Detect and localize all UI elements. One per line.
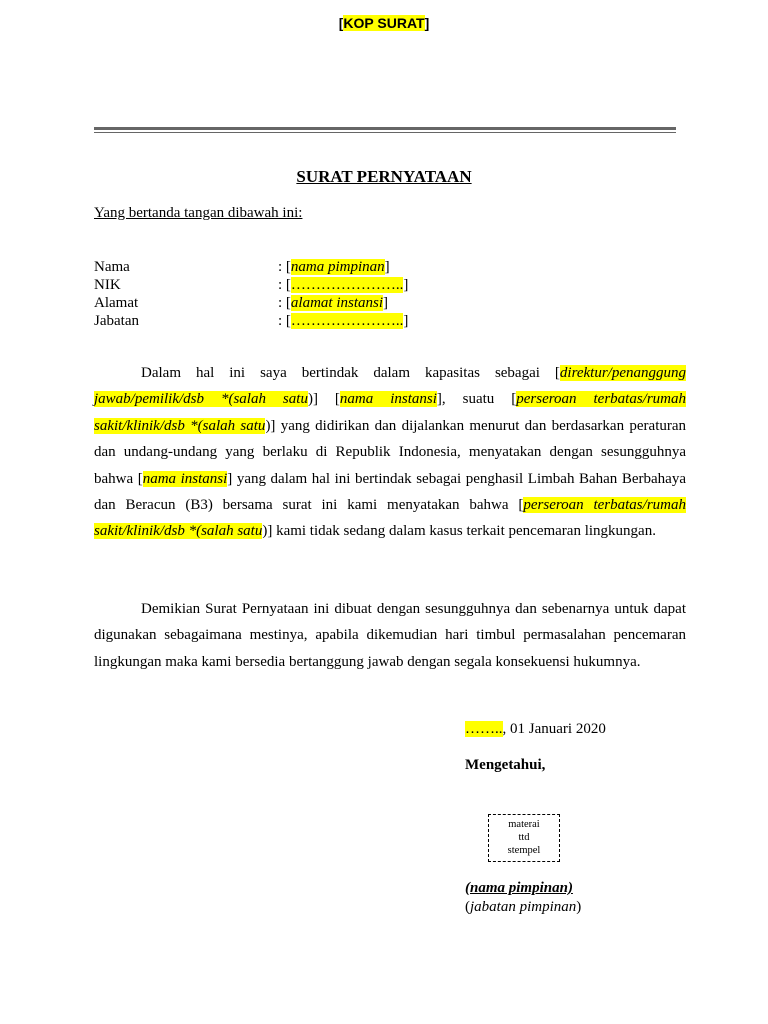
identity-fields <box>94 258 408 330</box>
document-title: SURAT PERNYATAAN <box>296 167 472 186</box>
paragraph-text: )] yang didirikan dan dijalankan menurut dan berdasarkan peraturan dan undang-undang yang berlaku di Republik Indonesia, menyatakan dengan sesungguhnya bahwa [ <box>94 417 687 487</box>
signatory-title-text: jabatan pimpinan <box>470 899 577 915</box>
header-rule-thick <box>94 127 676 130</box>
letterhead-close-bracket: ] <box>424 15 430 31</box>
letterhead-label: KOP SURAT <box>343 15 425 31</box>
field-value: ………………….. <box>290 277 404 293</box>
field-separator: : [ <box>278 259 291 275</box>
letterhead-placeholder <box>0 15 768 31</box>
field-label: Alamat <box>94 295 139 311</box>
field-label: Nama <box>94 259 130 275</box>
field-row-alamat <box>94 294 408 312</box>
field-value: nama pimpinan <box>290 259 385 275</box>
header-rule-thin <box>94 132 676 133</box>
stamp-line: ttd <box>518 832 530 843</box>
highlighted-placeholder: nama instansi <box>339 391 437 408</box>
acknowledgement-label: Mengetahui, <box>465 757 546 773</box>
stamp-line: materai <box>508 819 540 830</box>
field-row-jabatan <box>94 312 408 330</box>
highlighted-placeholder: perseroan terbatas/rumah sakit/klinik/dsb *(salah satu <box>94 497 686 540</box>
statement-paragraph <box>94 360 686 545</box>
highlighted-placeholder: perseroan terbatas/rumah sakit/klinik/dsb *(salah satu <box>94 391 687 434</box>
field-close: ] <box>403 277 409 293</box>
field-close: ] <box>403 313 409 329</box>
field-separator: : [ <box>278 295 291 311</box>
field-separator: : [ <box>278 277 291 293</box>
field-close: ] <box>384 259 390 275</box>
paragraph-text: ], suatu [ <box>436 391 517 408</box>
field-row-nik <box>94 276 408 294</box>
signatory-title <box>465 899 581 916</box>
signatory-title-close: ) <box>576 899 582 915</box>
stamp-signature-box <box>488 814 560 862</box>
field-row-nama <box>94 258 408 276</box>
highlighted-placeholder: direktur/penanggung jawab/pemilik/dsb *(salah satu <box>94 365 686 408</box>
field-close: ] <box>383 295 389 311</box>
paragraph-text: )] kami tidak sedang dalam kasus terkait pencemaran lingkungan. <box>262 523 656 540</box>
signatory-name: (nama pimpinan) <box>465 880 573 896</box>
field-label: Jabatan <box>94 313 139 329</box>
field-label: NIK <box>94 277 121 293</box>
place-date-line <box>465 721 606 738</box>
signatory-title-open: ( <box>465 899 470 915</box>
highlighted-placeholder: nama instansi <box>142 470 228 487</box>
field-value: ………………….. <box>290 313 404 329</box>
closing-paragraph: Demikian Surat Pernyataan ini dibuat dengan sesungguhnya dan sebenarnya untuk dapat digunakan sebagaimana mestinya, apabila dikemudian hari timbul permasalahan pencemaran lingkungan maka kami bersedia bertanggung jawab dengan segala konsekuensi hukumnya. <box>94 601 686 670</box>
letterhead-open-bracket: [ <box>338 15 344 31</box>
paragraph-text: Dalam hal ini saya bertindak dalam kapasitas sebagai [ <box>141 365 560 381</box>
place-placeholder: …….. <box>465 721 503 737</box>
field-separator: : [ <box>278 313 291 329</box>
date-text: , 01 Januari 2020 <box>502 721 606 737</box>
stamp-line: stempel <box>507 845 541 856</box>
intro-line: Yang bertanda tangan dibawah ini: <box>94 205 303 221</box>
paragraph-text: )] [ <box>307 391 340 408</box>
paragraph-text: ] yang dalam hal ini bertindak sebagai penghasil Limbah Bahan Berbahaya dan Beracun (B3) bersama surat ini kami menyatakan bahwa [ <box>94 470 686 514</box>
field-value: alamat instansi <box>290 295 384 311</box>
